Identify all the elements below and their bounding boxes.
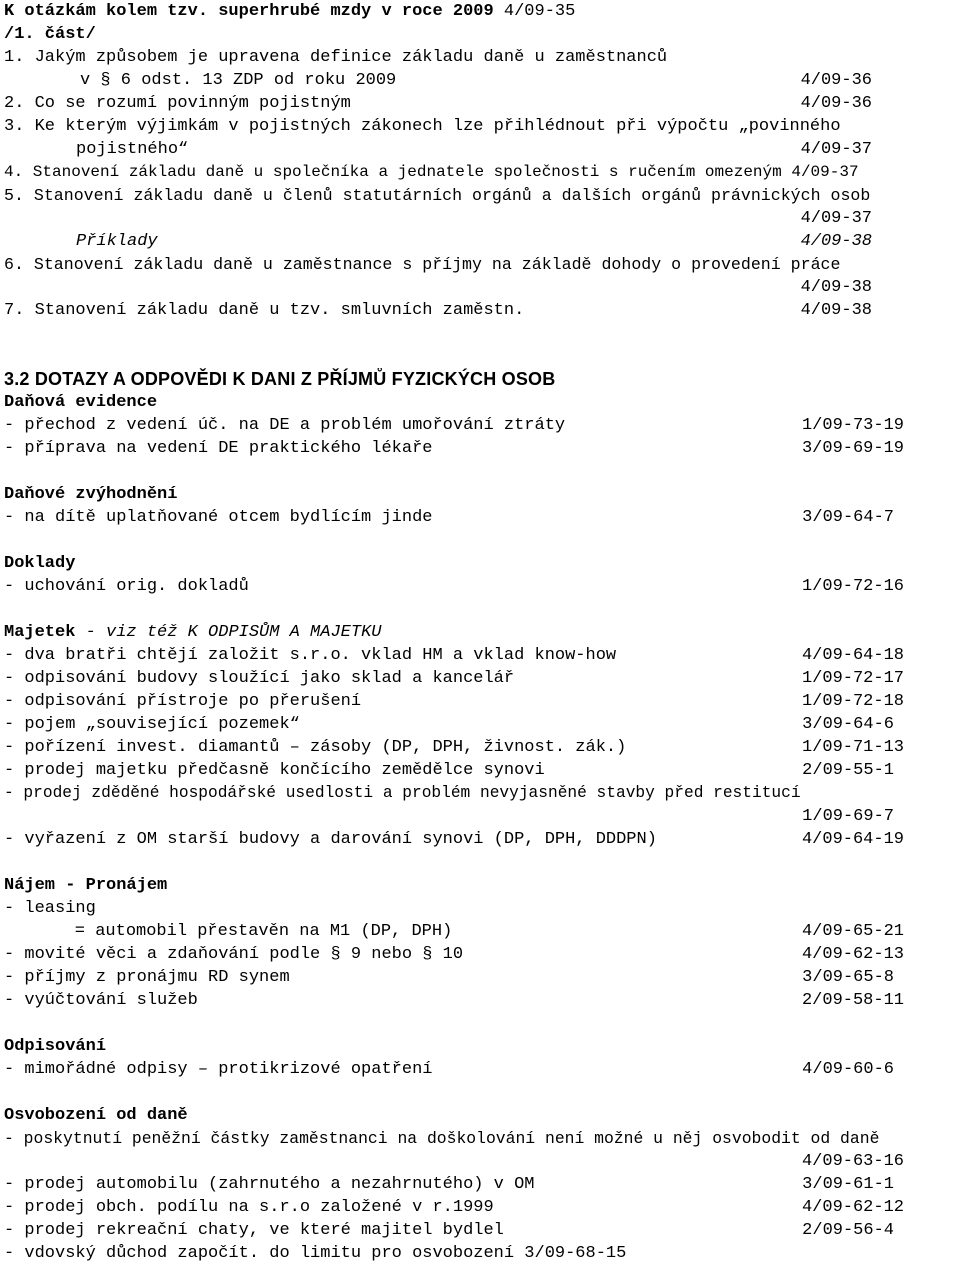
question-6-ref-line: 4/09-38 <box>800 278 872 297</box>
section-title-odpisovani: Odpisování <box>4 1037 107 1056</box>
spacer <box>4 1081 960 1104</box>
list-item: - vyřazení z OM starší budovy a darování synovi (DP, DPH, DDDPN) 4/09-64-19 <box>4 830 904 849</box>
list-item-ref-line: 4/09-63-16 <box>801 1152 904 1171</box>
list-item: - poskytnutí peněžní částky zaměstnanci na doškolování není možné u něj osvobodit od daně <box>4 1129 880 1148</box>
list-item: - prodej zděděné hospodářské usedlosti a problém nevyjasněné stavby před restitucí <box>4 784 801 802</box>
list-item: - na dítě uplatňované otcem bydlícím jinde 3/09-64-7 <box>4 508 894 527</box>
question-5-ref-line: 4/09-37 <box>800 209 872 228</box>
spacer <box>4 460 960 483</box>
list-item-ref-line: 1/09-69-7 <box>802 807 894 826</box>
spacer <box>4 529 960 552</box>
list-item: - uchování orig. dokladů 1/09-72-16 <box>4 577 904 596</box>
list-item: - mimořádné odpisy – protikrizové opatření 4/09-60-6 <box>4 1060 894 1079</box>
title-text: K otázkám kolem tzv. superhrubé mzdy v roce 2009 <box>4 2 494 21</box>
question-5: 5. Stanovení základu daně u členů statutárních orgánů a dalších orgánů právnických osob <box>4 186 871 205</box>
list-item: - movité věci a zdaňování podle § 9 nebo § 10 4/09-62-13 <box>4 945 904 964</box>
list-item: - vdovský důchod započít. do limitu pro osvobození 3/09-68-15 <box>4 1244 627 1263</box>
spacer <box>4 345 960 368</box>
spacer <box>4 1012 960 1035</box>
list-item: - příjmy z pronájmu RD synem 3/09-65-8 <box>4 968 894 987</box>
spacer <box>4 322 960 345</box>
list-item: - leasing <box>4 899 96 918</box>
section-title-osvobozeni: Osvobození od daně <box>4 1106 188 1125</box>
question-6: 6. Stanovení základu daně u zaměstnance s příjmy na základě dohody o provedení práce <box>4 255 841 274</box>
section-title-majetek: Majetek - viz též K ODPISŮM A MAJETKU <box>4 623 382 642</box>
list-item: - pojem „související pozemek“ 3/09-64-6 <box>4 715 894 734</box>
title-ref: 4/09-35 <box>503 2 576 21</box>
question-1-line1: 1. Jakým způsobem je upravena definice základu daně u zaměstnanců <box>4 48 668 67</box>
section-title-doklady: Doklady <box>4 554 76 573</box>
section-title-dan-evidence: Daňová evidence <box>4 393 158 412</box>
spacer <box>4 598 960 621</box>
question-4: 4. Stanovení základu daně u společníka a jednatele společnosti s ručením omezeným 4/09-37 <box>4 163 859 181</box>
list-item: - přechod z vedení úč. na DE a problém umořování ztráty 1/09-73-19 <box>4 416 904 435</box>
question-3-line1: 3. Ke kterým výjimkám v pojistných zákonech lze přihlédnout při výpočtu „povinného <box>4 117 841 136</box>
list-item: - prodej obch. podílu na s.r.o založené v r.1999 4/09-62-12 <box>4 1198 904 1217</box>
question-7: 7. Stanovení základu daně u tzv. smluvních zaměstn. 4/09-38 <box>4 301 872 320</box>
list-item: = automobil přestavěn na M1 (DP, DPH) 4/09-65-21 <box>34 922 904 941</box>
question-1-line2: v § 6 odst. 13 ZDP od roku 2009 4/09-36 <box>80 71 872 90</box>
question-3-line2: pojistného“ 4/09-37 <box>76 140 872 159</box>
list-item: - příprava na vedení DE praktického lékaře 3/09-69-19 <box>4 439 904 458</box>
list-item: - odpisování budovy sloužící jako sklad a kancelář 1/09-72-17 <box>4 669 904 688</box>
list-item: - prodej automobilu (zahrnutého a nezahrnutého) v OM 3/09-61-1 <box>4 1175 894 1194</box>
title-subtitle: /1. část/ <box>4 25 96 44</box>
list-item: - odpisování přístroje po přerušení 1/09-72-18 <box>4 692 904 711</box>
spacer <box>4 851 960 874</box>
list-item: - prodej majetku předčasně končícího zemědělce synovi 2/09-55-1 <box>4 761 894 780</box>
section-heading: 3.2 DOTAZY A ODPOVĚDI K DANI Z PŘÍJMŮ FYZICKÝCH OSOB <box>4 369 556 389</box>
list-item: - prodej rekreační chaty, ve které majitel bydlel 2/09-56-4 <box>4 1221 894 1240</box>
question-2: 2. Co se rozumí povinným pojistným 4/09-36 <box>4 94 872 113</box>
list-item: - pořízení invest. diamantů – zásoby (DP, DPH, živnost. zák.) 1/09-71-13 <box>4 738 904 757</box>
section-title-zvyhodneni: Daňové zvýhodnění <box>4 485 178 504</box>
list-item: - vyúčtování služeb 2/09-58-11 <box>4 991 904 1010</box>
list-item: - dva bratři chtějí založit s.r.o. vklad HM a vklad know-how 4/09-64-18 <box>4 646 904 665</box>
section-title-najem: Nájem - Pronájem <box>4 876 168 895</box>
examples-line: Příklady 4/09-38 <box>76 232 872 251</box>
title-line <box>4 0 960 23</box>
